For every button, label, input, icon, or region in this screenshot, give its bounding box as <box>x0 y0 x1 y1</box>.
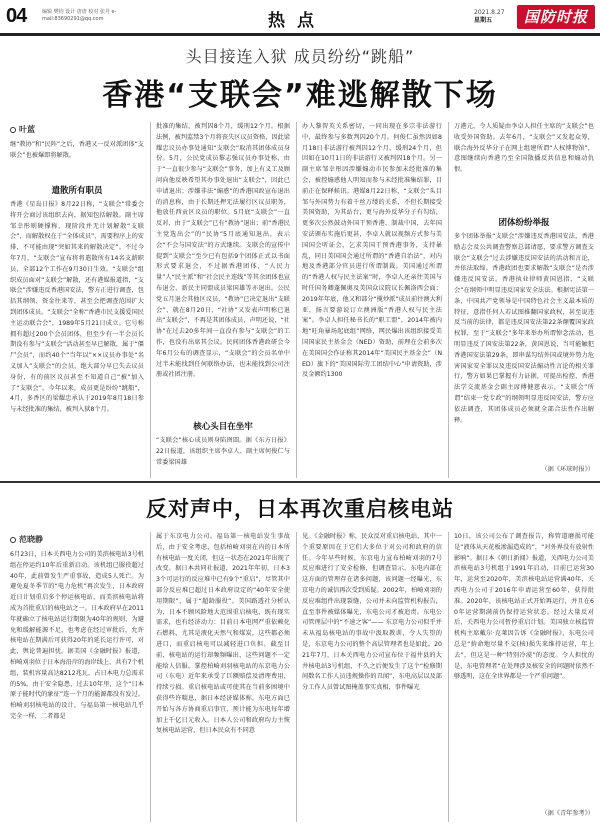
story1-column-3: 办人黎智英关系密切，一同出现在多宗非法游行中，最终参与多数判囚20个月。何俊仁虽然因如8月18日非法游行被判囚12个月，缓刑24个月，但因如在10月1日的非法游行又被判囚18个月。另一副主席邹幸彤因涉嫌煽动市民参加未经批准的集会，被控煽惑他人明知而参与未经批准集结罪，目前正在保释候讯。港媒8月22日称，“支联会”头目邹与外国势力有着千丝万缕的关系，不但长期接受美国资助，为其站台，更与海外反华分子有勾结，更多次公然鼓动外国干预香港、制裁中国，去年国安法颁布实施后更甚，李卓人就以视频方式参与美国国会听证会，乞求美国干预香港事务，支持暴乱，同日美国国会通过所谓的“香港自治法”，对内地及香港部分官员进行所谓制裁。美国通过所谓的“香港人权与民主法案”时，李卓人还亲往美国与时任国务卿蓬佩奥及美国众议院议长佩洛西会面；2019年年底，他又和部分“揽炒派”成员前往澳大利亚，扬言要游说订立澳洲版“香港人权与民主法案”。李卓人担任秘书长的“职工盟”，2014年被内地“旺角暴场起底组”网络，网民爆出该组织接受美国国家民主基金会（NED）资助，前理在会前多次在美国国会作证称其2014年“美国民主基金会”（NED）旗下的“美国国际劳工团结中心”申请资助，涉及金额约1300 <box>302 123 442 379</box>
masthead <box>0 0 600 36</box>
column-divider <box>150 532 151 822</box>
story1-column-2-tail: “支联会”核心成员则身陷囹圄。据《东方日报》22日报道，该组织主席李卓人、副主席何俊仁与常委梁国雄 <box>156 437 290 466</box>
story1-intro: 继“教协”和“民阵”之后，香港又一反对派团体“支联会”也被爆即将解散。 <box>10 141 144 159</box>
column-divider <box>448 122 449 478</box>
story1-credit: （据《环球时报》） <box>541 466 594 473</box>
story1-subhead-3: 团体纷纷举报 <box>498 218 550 228</box>
story1-byline <box>10 124 35 135</box>
column-divider <box>296 532 297 822</box>
column-divider <box>296 122 297 478</box>
story2-column-4: 10日，该公司公布了调查报告，称管道磨损可能是“液体从天花板渗漏造成的”，“对外界没有放射性影响”。据日本《朝日新闻》报道，关西电力公司美滨核电站3号机组于1991年启动，目前已运营30年，运营至2020年，美滨核电站运营满40年，关西电力公司于2016年申请运营至60年，获得批准。2020年，该核电站正式开始再运行，并且在60年运营期满前仍保持运营状态。经过大量反对后，关西电力公司暂停重启计划。美国独立核监管机构主席戴尔·克莱因告诉《金融时报》，东电公司总是“拚命地尽量不交(核)损失来维持运营，年上去”，但这是一种“特别冷漠”的态度。令人担忧的是，东电管理者“在处理涉及核安全的问题时依然不够透明，这在全世界都是一个严重问题”。 <box>454 533 594 681</box>
newspaper-logo: 国防时报 <box>517 5 595 29</box>
story2-column-2: 属于东京电力公司。福岛第一核电站发生事故后，由于安全考虑，包括柏崎刈羽在内的日本所有核电站一度关闭，但这一状态在2021年出现了改变。据日本共同社报道，2021年年初，日本33个可运行的反应堆中已有9个“重启”，尽管其中部分反应堆已超过日本政府设定的“40年安全使用期限”，属于“超龄服役”。美国路透社分析认为，日本不顾风险地大范围重启核电，既有现实需求，也有经济动力：目前日本电网严重依赖化石燃料，尤其是液化天然气和煤炭，这些都必须进口，而重启核电可以减轻进口负担。截至目前，核电站的运行却频频曝出，这些问题不一定能给人信服。掌控柏崎刈羽核电站的东京电力公司（东电）近年来承受了巨额赔偿及清理费用，持续亏损。重启核电站或可使其在当前多困境中获得些许喘息，据日本经济媒体称，东电方面已开始与各方协商重启事宜，预计能为东电每年增加上千亿日元收入。日本人公司和政府均力主恢复核电站运营，但日本民众有不同意 <box>156 533 290 735</box>
issue-date <box>474 9 514 25</box>
editor-info: 编辑 樊钧 设计 唐唐 校对 张丹 e-mail:83690291@qq.com <box>42 9 117 22</box>
date-text: 2021.8.27 <box>474 9 505 16</box>
column-divider <box>150 122 151 478</box>
section-title: 热点 <box>268 11 326 31</box>
story1-author: 叶蓝 <box>19 125 35 134</box>
story2-column-1: 6月23日，日本关西电力公司的美滨核电站3号机组在停运约10年后重新启动。该机组已服役超过40年，此前曾发生严重事故，造成5人死亡。为避免夏冬季节的“电力危机”再次发生，日本政府近日计划重启多个停运核电站，而美滨核电站将成为首批重启的核电站之一。日本政府早在2011年就确立了核电站运行期限为40年的规则，为避免和缓解能源不足，也考虑在经过审批后，允许核电站在期满后可获得20年的延长运行许可，对此，舆论普遍担忧。据美国《金融时报》报道，柏崎刈羽位于日本海沿岸的海岸线上，共有7个机组，装机容量高达8212兆瓦，占日本电力总需求的5%。由于安全隐患，过去10年里，这个“日本原子能时代的象征”连一个月的能源都没有发过。柏崎刈羽核电站的设计，与福岛第一核电站几乎完全一样，二者都是 <box>10 551 144 720</box>
story1-kicker: 头目接连入狱 成员纷纷“跳船” <box>185 47 415 66</box>
story1-column-4: 多个团体举报“支联会”涉嫌违反香港国安法，香港励志会及公共调查警察总部请愿，要求警方调查支联会“支联会”过去涉嫌违反国安法的活动和言论，并依法取缔。香港政团也要求解散“支联会”是否涉嫌违反国安法。香港执业律师黄国恩指，“支联会”在纲领中明显违反国家安全法法。根据宪法第一条，中国共产党领导是中国特色社会主义最本质的特征，意指任何人若试图推翻国家政权，甚至说违反当前的法律，都是违反国安法第22条颠覆国家政权罪，至于“支联会”多年来举办所谓悼念活动，也明显违反了国安法第22条，黄国恩说，当可能触犯香港国安法第29条，即串谋勾结外国或境外势力危害国家安全罪以及违反国安法煽动性言论的相关罪行，警方如果已掌握有力证据，可提出检控，香港法学交流基金会副主席傅健慈表示，“支联会”所谓“结束一党专政”的纲领明显违反国安法，警方应依法调查，其团体成员必须就全部合法性作出解释。 <box>454 233 594 424</box>
page-number: 04 <box>6 5 27 27</box>
story1-subhead-1: 遣散所有职员 <box>51 186 103 196</box>
story-divider <box>0 481 600 483</box>
story2-byline <box>10 534 43 545</box>
story1-subhead-2: 核心头目在坐牢 <box>193 422 253 432</box>
weekday-text: 星期五 <box>474 17 493 24</box>
story2-author: 范晓静 <box>19 535 43 544</box>
header-rule <box>0 33 600 36</box>
story2-headline: 反对声中，日本再次重启核电站 <box>146 497 454 521</box>
story1-column-4-head: 万港元，令人质疑由李卓人担任主席的“支联会”也收受外国资助。去年6月，“支联会”又发起众筹，联合海外反华分子在网上组建所谓“人权博物馆”，意图继续向香港乃至全国散播反共信息和煽动仇恨。 <box>454 123 594 174</box>
column-divider <box>448 532 449 822</box>
story2-column-3: 见。《金融时报》称，民众反对重启核电站，其中一个重要原因在于它们大多位于对公司和政府的信任。今年早些时候，东京电力宣布柏崎刈羽的7号反应堆进行了安全检修，但调查显示，东电内部在这方面的管理存在诸多问题，该问题一经曝光，东京电力的诚信再次受到质疑。2002年，柏崎刈羽的反应堆组件出现裂缝，公司并未向监管机构报告，直至事件被媒体曝光，东电公司才被追责。东电公司管理层中的“不速之客”—— 东京电力公司似乎并未从福岛核电站的事故中汲取教训，令人失望的是，东京电力公司的整个高层管理者也是如此。2021年7月，日本关西电力公司宣布位于福井县的大井核电站3号机组，不久之后便发生了这个“检修期间数名工作人员违规操作的丑闻”，东电高层以及部分工作人员曾试图掩盖事实真相，事件曝光 <box>302 533 442 692</box>
byline-bullet-icon <box>10 537 16 543</box>
byline-bullet-icon <box>10 127 16 133</box>
story1-column-1: 香港《星岛日报》8月22日称，“支联会”常委会将开会商讨该组织去向，据知包括解散。副主席邹幸彤则硬撑称，现阶段并无计划解散“支联会”，而解散权在于“全体成员”，需要程序上的安排，不可能由现“突如其来的解散决定”。不过今年7月，“支联会”宣布将将遣散所有14名支薪职员，全部12个工作在9月30日生效。“支联会”组织成员面对“支联会”解散，还有港媒报道指，“支联会”涉嫌违反香港国安法，警方正进行调查，包括其纲领、资金往来等，甚至会把调查范围扩大到团体成员。“支联会”全称“香港市民支援爱国民主运动联合会”，1989年5月21日成立。它号称拥有超过200个会员团体，但至少有一半会员长期没有参与“支联会”活动甚至早已解散，属于“僵尸会员”，而约40个“当年以”××议员办事处“名义加入”支联会“的会员，绝大部分早已失去议员身份，有的前区议员甚至不知道自己“被”加入了“支联会”。今年以来，成员更是纷纷“跳船”，4月，多香区的梁耀忠承认于2019年8月18日参与未经批准的集结，被判入狱8个月。 <box>10 201 144 414</box>
story1-column-2: 批准的集结，被判囚8个月，缓刑12个月。根据法例，被判监禁3个月将丧失区议员资格，因此梁耀忠议员办事处通知“支联会”取消其团体成员身份。5月，公民党成员黎志强议员办事处称，由于“一直很少参与“支联会”事务，加上有义工及顾问向他反映希望其办事处退出“支联会”，因此已申请退出；涉嫌非法“煽惑”的香港国政宣布退出的消息称，由于长期还押无法履行区议员职务，他放任西贡区议员的职位。5月底“支联会”一直反对，由于“支联会”已有“教协”退出；前“香港民主党选出会”的“民协”5月底通知退出，表示会“不会与国安法”的方式继续。支联会的宣传中提到“支联会”至少已有包括9个团体正式以书面形式要求退会，不过据香港团体，“人民力量”人“民主派”和“社会民主连线”等其余团体也宣布退会，新民主同盟成员梁国雄等亦退出。公民党五月退会其他区议员，“教协”已决定退出“支联会”，就在8月20日，“社协”又发表声明称已退出“支联会”，不再是其团体成员，声明还说，“社协”在过去20多年间一直没有参与“支联会”的工作，也没有出席其会议。民间团体香港政研会今年6月公布的调查显示，“支联会”的会员名单中过半未能找到任何联络办法，也未能找到公司注册或社团注册。 <box>156 123 290 379</box>
story2-credit: （据《青年参考》） <box>541 810 594 817</box>
story1-headline: 香港“支联会”难逃解散下场 <box>102 78 498 113</box>
